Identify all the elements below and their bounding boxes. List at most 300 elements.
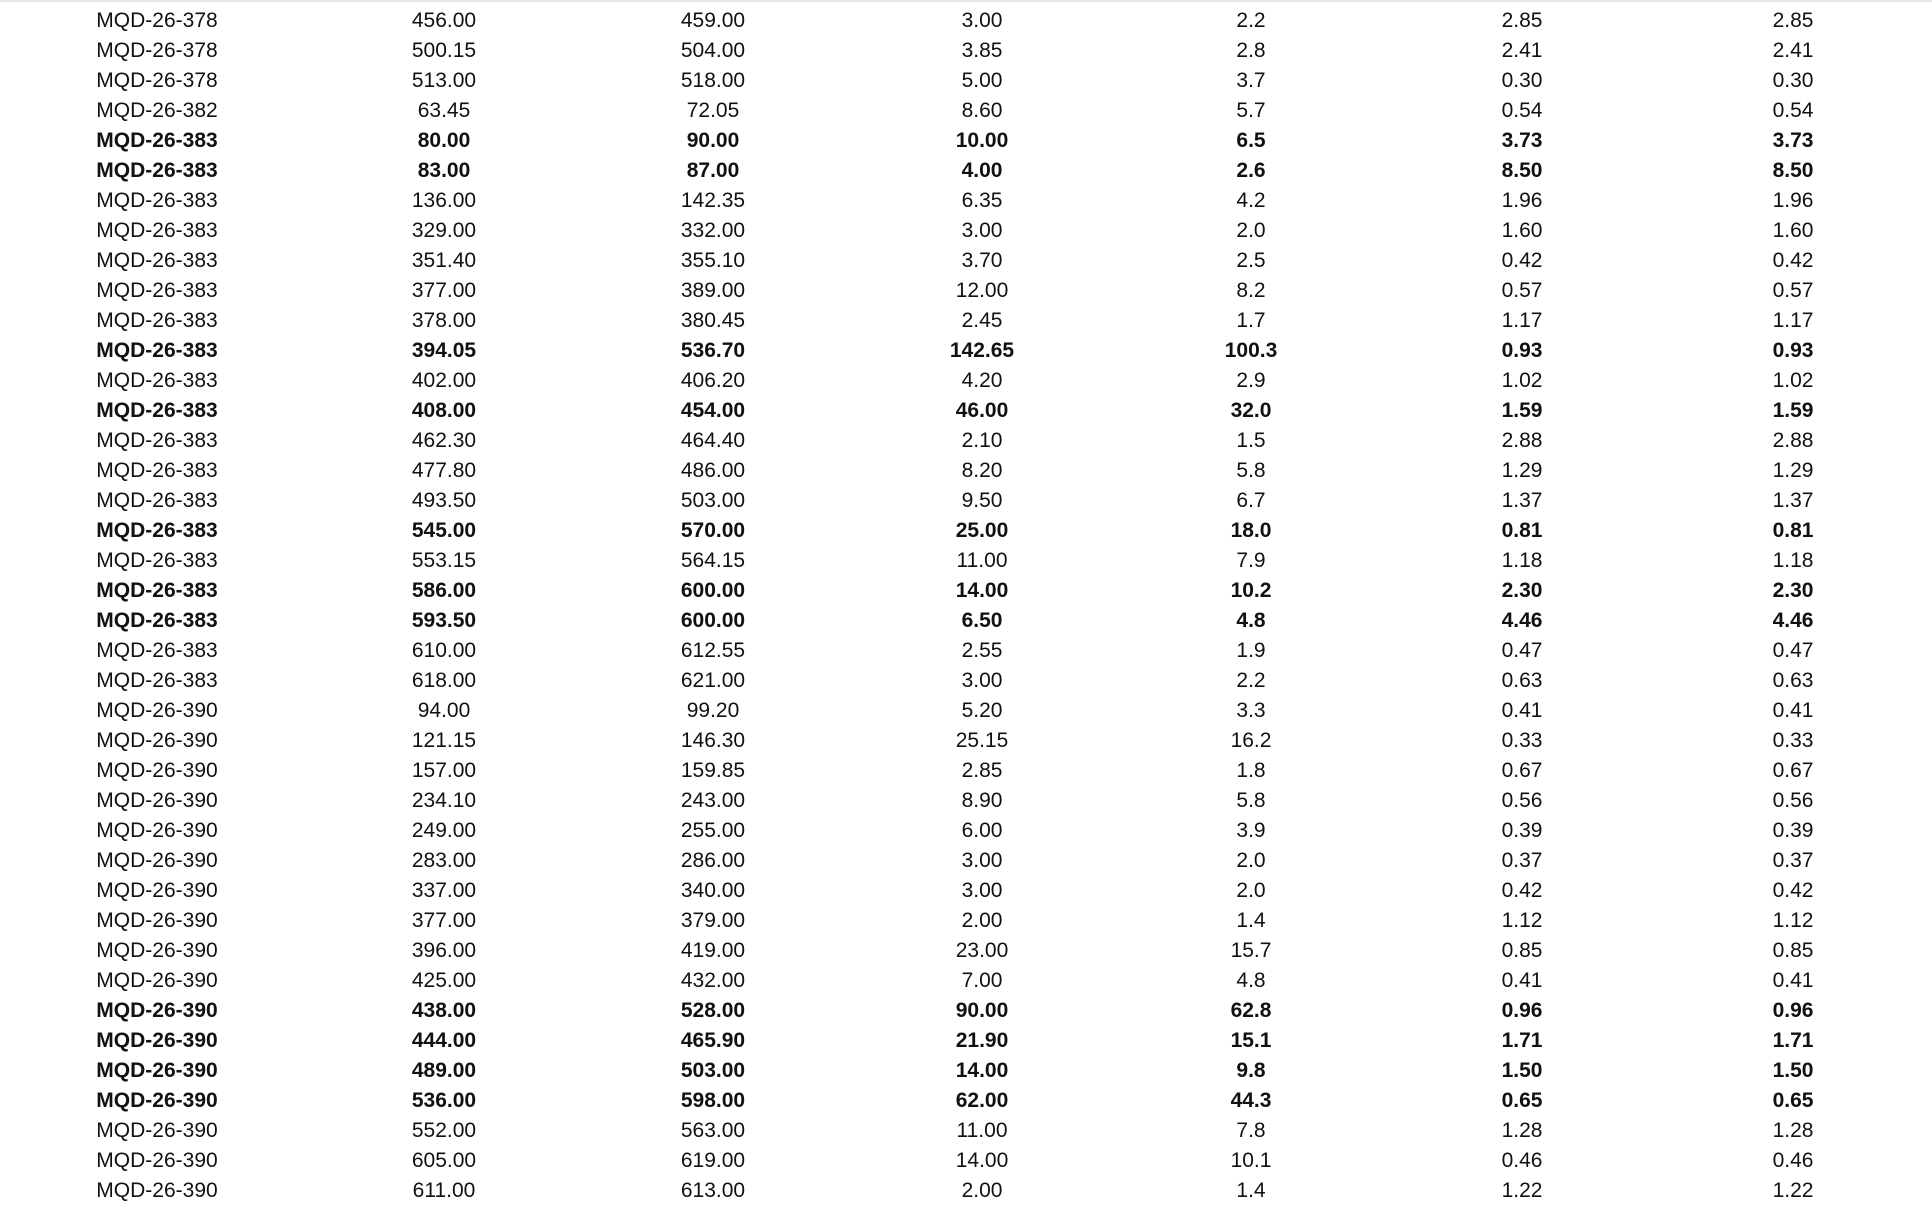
table-row bbox=[0, 366, 1932, 396]
true-width-cell: 4.8 bbox=[1236, 609, 1266, 632]
grade-cell: 0.41 bbox=[1501, 699, 1543, 722]
hole-id-cell: MQD-26-383 bbox=[96, 459, 218, 482]
hole-id-cell: MQD-26-390 bbox=[96, 1179, 218, 1202]
to-depth-cell: 99.20 bbox=[686, 699, 740, 722]
from-depth-cell: 553.15 bbox=[411, 549, 477, 572]
interval-length-cell: 14.00 bbox=[955, 1149, 1009, 1172]
grade-cell: 3.73 bbox=[1501, 129, 1543, 152]
hole-id-cell: MQD-26-390 bbox=[96, 759, 218, 782]
true-width-cell: 1.4 bbox=[1236, 1179, 1266, 1202]
interval-length-cell: 25.00 bbox=[955, 519, 1009, 542]
table-row bbox=[0, 936, 1932, 966]
grade-cell: 2.88 bbox=[1501, 429, 1543, 452]
table-row bbox=[0, 216, 1932, 246]
table-row bbox=[0, 396, 1932, 426]
grade-cut-cell: 0.56 bbox=[1772, 789, 1814, 812]
grade-cell: 1.71 bbox=[1501, 1029, 1543, 1052]
interval-length-cell: 142.65 bbox=[949, 339, 1015, 362]
true-width-cell: 5.8 bbox=[1236, 459, 1266, 482]
table-row bbox=[0, 756, 1932, 786]
grade-cut-cell: 0.37 bbox=[1772, 849, 1814, 872]
from-depth-cell: 396.00 bbox=[411, 939, 477, 962]
from-depth-cell: 462.30 bbox=[411, 429, 477, 452]
from-depth-cell: 552.00 bbox=[411, 1119, 477, 1142]
grade-cell: 0.65 bbox=[1501, 1089, 1543, 1112]
grade-cell: 2.30 bbox=[1501, 579, 1543, 602]
from-depth-cell: 438.00 bbox=[411, 999, 477, 1022]
hole-id-cell: MQD-26-383 bbox=[96, 129, 218, 152]
hole-id-cell: MQD-26-383 bbox=[96, 309, 218, 332]
grade-cell: 1.50 bbox=[1501, 1059, 1543, 1082]
grade-cut-cell: 0.42 bbox=[1772, 249, 1814, 272]
assay-results-table bbox=[0, 6, 1932, 1206]
hole-id-cell: MQD-26-390 bbox=[96, 1059, 218, 1082]
grade-cell: 0.30 bbox=[1501, 69, 1543, 92]
interval-length-cell: 12.00 bbox=[955, 279, 1009, 302]
interval-length-cell: 8.20 bbox=[961, 459, 1003, 482]
grade-cut-cell: 2.30 bbox=[1772, 579, 1814, 602]
true-width-cell: 44.3 bbox=[1230, 1089, 1272, 1112]
true-width-cell: 62.8 bbox=[1230, 999, 1272, 1022]
grade-cut-cell: 2.41 bbox=[1772, 39, 1814, 62]
grade-cut-cell: 4.46 bbox=[1772, 609, 1814, 632]
to-depth-cell: 621.00 bbox=[680, 669, 746, 692]
to-depth-cell: 600.00 bbox=[680, 579, 746, 602]
table-row bbox=[0, 156, 1932, 186]
grade-cell: 1.29 bbox=[1501, 459, 1543, 482]
to-depth-cell: 536.70 bbox=[680, 339, 746, 362]
interval-length-cell: 10.00 bbox=[955, 129, 1009, 152]
hole-id-cell: MQD-26-383 bbox=[96, 669, 218, 692]
interval-length-cell: 46.00 bbox=[955, 399, 1009, 422]
grade-cut-cell: 0.46 bbox=[1772, 1149, 1814, 1172]
grade-cell: 0.42 bbox=[1501, 879, 1543, 902]
hole-id-cell: MQD-26-383 bbox=[96, 159, 218, 182]
from-depth-cell: 477.80 bbox=[411, 459, 477, 482]
grade-cell: 0.85 bbox=[1501, 939, 1543, 962]
grade-cut-cell: 0.47 bbox=[1772, 639, 1814, 662]
interval-length-cell: 14.00 bbox=[955, 579, 1009, 602]
to-depth-cell: 286.00 bbox=[680, 849, 746, 872]
hole-id-cell: MQD-26-390 bbox=[96, 1119, 218, 1142]
true-width-cell: 18.0 bbox=[1230, 519, 1272, 542]
table-row bbox=[0, 1056, 1932, 1086]
grade-cut-cell: 0.63 bbox=[1772, 669, 1814, 692]
from-depth-cell: 586.00 bbox=[411, 579, 477, 602]
from-depth-cell: 618.00 bbox=[411, 669, 477, 692]
true-width-cell: 1.8 bbox=[1236, 759, 1266, 782]
grade-cut-cell: 1.96 bbox=[1772, 189, 1814, 212]
hole-id-cell: MQD-26-383 bbox=[96, 579, 218, 602]
grade-cut-cell: 1.28 bbox=[1772, 1119, 1814, 1142]
grade-cut-cell: 0.33 bbox=[1772, 729, 1814, 752]
from-depth-cell: 394.05 bbox=[411, 339, 477, 362]
to-depth-cell: 146.30 bbox=[680, 729, 746, 752]
from-depth-cell: 121.15 bbox=[411, 729, 477, 752]
interval-length-cell: 6.00 bbox=[961, 819, 1003, 842]
grade-cut-cell: 1.71 bbox=[1772, 1029, 1814, 1052]
table-row bbox=[0, 486, 1932, 516]
hole-id-cell: MQD-26-378 bbox=[96, 69, 218, 92]
interval-length-cell: 3.85 bbox=[961, 39, 1003, 62]
true-width-cell: 1.9 bbox=[1236, 639, 1266, 662]
table-row bbox=[0, 306, 1932, 336]
interval-length-cell: 11.00 bbox=[956, 1119, 1008, 1142]
to-depth-cell: 613.00 bbox=[680, 1179, 746, 1202]
grade-cell: 0.93 bbox=[1501, 339, 1543, 362]
grade-cut-cell: 0.96 bbox=[1772, 999, 1814, 1022]
grade-cut-cell: 8.50 bbox=[1772, 159, 1814, 182]
grade-cell: 0.96 bbox=[1501, 999, 1543, 1022]
table-row bbox=[0, 66, 1932, 96]
table-row bbox=[0, 876, 1932, 906]
from-depth-cell: 283.00 bbox=[411, 849, 477, 872]
from-depth-cell: 377.00 bbox=[411, 909, 477, 932]
interval-length-cell: 3.70 bbox=[961, 249, 1003, 272]
table-row bbox=[0, 1086, 1932, 1116]
true-width-cell: 10.1 bbox=[1230, 1149, 1272, 1172]
hole-id-cell: MQD-26-383 bbox=[96, 249, 218, 272]
from-depth-cell: 329.00 bbox=[411, 219, 477, 242]
true-width-cell: 1.5 bbox=[1236, 429, 1266, 452]
hole-id-cell: MQD-26-383 bbox=[96, 609, 218, 632]
to-depth-cell: 379.00 bbox=[680, 909, 746, 932]
table-row bbox=[0, 906, 1932, 936]
to-depth-cell: 332.00 bbox=[680, 219, 746, 242]
interval-length-cell: 7.00 bbox=[961, 969, 1003, 992]
to-depth-cell: 598.00 bbox=[680, 1089, 746, 1112]
true-width-cell: 7.9 bbox=[1236, 549, 1266, 572]
true-width-cell: 3.3 bbox=[1236, 699, 1266, 722]
to-depth-cell: 459.00 bbox=[680, 9, 746, 32]
from-depth-cell: 351.40 bbox=[411, 249, 477, 272]
interval-length-cell: 5.20 bbox=[961, 699, 1003, 722]
to-depth-cell: 486.00 bbox=[680, 459, 746, 482]
grade-cut-cell: 0.85 bbox=[1772, 939, 1814, 962]
table-row bbox=[0, 1176, 1932, 1206]
interval-length-cell: 3.00 bbox=[961, 9, 1003, 32]
table-row bbox=[0, 1146, 1932, 1176]
to-depth-cell: 90.00 bbox=[686, 129, 740, 152]
interval-length-cell: 3.00 bbox=[961, 669, 1003, 692]
interval-length-cell: 2.10 bbox=[961, 429, 1003, 452]
true-width-cell: 2.0 bbox=[1236, 879, 1266, 902]
grade-cell: 0.54 bbox=[1501, 99, 1543, 122]
to-depth-cell: 564.15 bbox=[680, 549, 746, 572]
from-depth-cell: 605.00 bbox=[411, 1149, 477, 1172]
grade-cut-cell: 0.42 bbox=[1772, 879, 1814, 902]
hole-id-cell: MQD-26-383 bbox=[96, 489, 218, 512]
table-row bbox=[0, 996, 1932, 1026]
from-depth-cell: 456.00 bbox=[411, 9, 477, 32]
table-row bbox=[0, 516, 1932, 546]
grade-cell: 1.18 bbox=[1501, 549, 1543, 572]
from-depth-cell: 157.00 bbox=[411, 759, 477, 782]
table-row bbox=[0, 636, 1932, 666]
interval-length-cell: 4.00 bbox=[961, 159, 1003, 182]
true-width-cell: 2.2 bbox=[1236, 9, 1266, 32]
grade-cell: 0.42 bbox=[1501, 249, 1543, 272]
table-row bbox=[0, 96, 1932, 126]
true-width-cell: 6.7 bbox=[1236, 489, 1266, 512]
grade-cell: 1.17 bbox=[1501, 309, 1543, 332]
interval-length-cell: 62.00 bbox=[955, 1089, 1009, 1112]
hole-id-cell: MQD-26-390 bbox=[96, 1089, 218, 1112]
to-depth-cell: 528.00 bbox=[680, 999, 746, 1022]
to-depth-cell: 243.00 bbox=[680, 789, 746, 812]
grade-cut-cell: 1.12 bbox=[1772, 909, 1814, 932]
to-depth-cell: 503.00 bbox=[680, 1059, 746, 1082]
grade-cell: 0.57 bbox=[1501, 279, 1543, 302]
grade-cut-cell: 0.65 bbox=[1772, 1089, 1814, 1112]
hole-id-cell: MQD-26-390 bbox=[96, 1029, 218, 1052]
grade-cut-cell: 0.41 bbox=[1772, 969, 1814, 992]
interval-length-cell: 11.00 bbox=[956, 549, 1008, 572]
true-width-cell: 4.2 bbox=[1236, 189, 1266, 212]
grade-cell: 1.96 bbox=[1501, 189, 1543, 212]
to-depth-cell: 563.00 bbox=[680, 1119, 746, 1142]
interval-length-cell: 4.20 bbox=[961, 369, 1003, 392]
grade-cut-cell: 1.02 bbox=[1772, 369, 1814, 392]
table-row bbox=[0, 36, 1932, 66]
interval-length-cell: 25.15 bbox=[955, 729, 1009, 752]
true-width-cell: 2.2 bbox=[1236, 669, 1266, 692]
true-width-cell: 1.7 bbox=[1236, 309, 1266, 332]
table-row bbox=[0, 456, 1932, 486]
hole-id-cell: MQD-26-390 bbox=[96, 789, 218, 812]
true-width-cell: 15.1 bbox=[1230, 1029, 1272, 1052]
to-depth-cell: 600.00 bbox=[680, 609, 746, 632]
grade-cut-cell: 1.18 bbox=[1772, 549, 1814, 572]
interval-length-cell: 5.00 bbox=[961, 69, 1003, 92]
hole-id-cell: MQD-26-390 bbox=[96, 819, 218, 842]
interval-length-cell: 2.00 bbox=[961, 909, 1003, 932]
to-depth-cell: 159.85 bbox=[680, 759, 746, 782]
to-depth-cell: 518.00 bbox=[680, 69, 746, 92]
hole-id-cell: MQD-26-383 bbox=[96, 639, 218, 662]
to-depth-cell: 419.00 bbox=[680, 939, 746, 962]
true-width-cell: 10.2 bbox=[1230, 579, 1272, 602]
grade-cell: 0.41 bbox=[1501, 969, 1543, 992]
true-width-cell: 3.9 bbox=[1236, 819, 1266, 842]
hole-id-cell: MQD-26-383 bbox=[96, 339, 218, 362]
interval-length-cell: 3.00 bbox=[961, 849, 1003, 872]
true-width-cell: 4.8 bbox=[1236, 969, 1266, 992]
from-depth-cell: 610.00 bbox=[411, 639, 477, 662]
to-depth-cell: 464.40 bbox=[680, 429, 746, 452]
from-depth-cell: 408.00 bbox=[411, 399, 477, 422]
grade-cell: 0.81 bbox=[1501, 519, 1543, 542]
interval-length-cell: 2.55 bbox=[961, 639, 1003, 662]
table-row bbox=[0, 576, 1932, 606]
true-width-cell: 8.2 bbox=[1236, 279, 1266, 302]
grade-cell: 0.67 bbox=[1501, 759, 1543, 782]
to-depth-cell: 355.10 bbox=[680, 249, 746, 272]
grade-cut-cell: 1.22 bbox=[1772, 1179, 1814, 1202]
from-depth-cell: 378.00 bbox=[411, 309, 477, 332]
hole-id-cell: MQD-26-383 bbox=[96, 279, 218, 302]
hole-id-cell: MQD-26-390 bbox=[96, 969, 218, 992]
true-width-cell: 100.3 bbox=[1224, 339, 1278, 362]
table-row bbox=[0, 426, 1932, 456]
grade-cut-cell: 0.41 bbox=[1772, 699, 1814, 722]
grade-cut-cell: 0.30 bbox=[1772, 69, 1814, 92]
table-row bbox=[0, 786, 1932, 816]
interval-length-cell: 2.85 bbox=[961, 759, 1003, 782]
to-depth-cell: 570.00 bbox=[680, 519, 746, 542]
to-depth-cell: 504.00 bbox=[680, 39, 746, 62]
from-depth-cell: 536.00 bbox=[411, 1089, 477, 1112]
table-row bbox=[0, 846, 1932, 876]
hole-id-cell: MQD-26-390 bbox=[96, 699, 218, 722]
grade-cut-cell: 1.50 bbox=[1772, 1059, 1814, 1082]
interval-length-cell: 6.50 bbox=[961, 609, 1003, 632]
grade-cut-cell: 1.29 bbox=[1772, 459, 1814, 482]
grade-cut-cell: 3.73 bbox=[1772, 129, 1814, 152]
hole-id-cell: MQD-26-383 bbox=[96, 549, 218, 572]
to-depth-cell: 612.55 bbox=[680, 639, 746, 662]
interval-length-cell: 3.00 bbox=[961, 219, 1003, 242]
hole-id-cell: MQD-26-390 bbox=[96, 1149, 218, 1172]
from-depth-cell: 489.00 bbox=[411, 1059, 477, 1082]
grade-cut-cell: 0.67 bbox=[1772, 759, 1814, 782]
interval-length-cell: 21.90 bbox=[955, 1029, 1009, 1052]
grade-cut-cell: 1.59 bbox=[1772, 399, 1814, 422]
from-depth-cell: 249.00 bbox=[411, 819, 477, 842]
hole-id-cell: MQD-26-390 bbox=[96, 879, 218, 902]
true-width-cell: 6.5 bbox=[1236, 129, 1266, 152]
grade-cell: 2.41 bbox=[1501, 39, 1543, 62]
grade-cut-cell: 0.54 bbox=[1772, 99, 1814, 122]
table-row bbox=[0, 6, 1932, 36]
grade-cut-cell: 0.39 bbox=[1772, 819, 1814, 842]
to-depth-cell: 255.00 bbox=[680, 819, 746, 842]
to-depth-cell: 340.00 bbox=[680, 879, 746, 902]
interval-length-cell: 2.45 bbox=[961, 309, 1003, 332]
interval-length-cell: 14.00 bbox=[955, 1059, 1009, 1082]
from-depth-cell: 593.50 bbox=[411, 609, 477, 632]
grade-cell: 0.56 bbox=[1501, 789, 1543, 812]
hole-id-cell: MQD-26-383 bbox=[96, 369, 218, 392]
grade-cut-cell: 0.57 bbox=[1772, 279, 1814, 302]
table-row bbox=[0, 276, 1932, 306]
table-row bbox=[0, 726, 1932, 756]
table-row bbox=[0, 696, 1932, 726]
table-row bbox=[0, 336, 1932, 366]
grade-cell: 1.37 bbox=[1501, 489, 1543, 512]
from-depth-cell: 444.00 bbox=[411, 1029, 477, 1052]
from-depth-cell: 63.45 bbox=[417, 99, 471, 122]
from-depth-cell: 611.00 bbox=[412, 1179, 476, 1202]
to-depth-cell: 380.45 bbox=[680, 309, 746, 332]
interval-length-cell: 2.00 bbox=[961, 1179, 1003, 1202]
interval-length-cell: 8.60 bbox=[961, 99, 1003, 122]
from-depth-cell: 136.00 bbox=[411, 189, 477, 212]
from-depth-cell: 83.00 bbox=[417, 159, 471, 182]
grade-cell: 0.37 bbox=[1501, 849, 1543, 872]
grade-cell: 1.12 bbox=[1501, 909, 1543, 932]
grade-cut-cell: 2.88 bbox=[1772, 429, 1814, 452]
assay-results-body bbox=[0, 6, 1932, 1206]
table-row bbox=[0, 126, 1932, 156]
hole-id-cell: MQD-26-383 bbox=[96, 189, 218, 212]
grade-cell: 1.60 bbox=[1501, 219, 1543, 242]
grade-cut-cell: 1.60 bbox=[1772, 219, 1814, 242]
grade-cell: 8.50 bbox=[1501, 159, 1543, 182]
grade-cut-cell: 1.17 bbox=[1772, 309, 1814, 332]
hole-id-cell: MQD-26-378 bbox=[96, 39, 218, 62]
from-depth-cell: 377.00 bbox=[411, 279, 477, 302]
from-depth-cell: 80.00 bbox=[417, 129, 471, 152]
true-width-cell: 2.0 bbox=[1236, 219, 1266, 242]
hole-id-cell: MQD-26-382 bbox=[96, 99, 218, 122]
grade-cut-cell: 1.37 bbox=[1772, 489, 1814, 512]
hole-id-cell: MQD-26-383 bbox=[96, 399, 218, 422]
table-row bbox=[0, 546, 1932, 576]
grade-cell: 0.33 bbox=[1501, 729, 1543, 752]
grade-cell: 2.85 bbox=[1501, 9, 1543, 32]
to-depth-cell: 87.00 bbox=[686, 159, 740, 182]
top-divider bbox=[0, 0, 1932, 2]
from-depth-cell: 402.00 bbox=[411, 369, 477, 392]
interval-length-cell: 9.50 bbox=[961, 489, 1003, 512]
true-width-cell: 9.8 bbox=[1236, 1059, 1266, 1082]
from-depth-cell: 545.00 bbox=[411, 519, 477, 542]
interval-length-cell: 3.00 bbox=[961, 879, 1003, 902]
true-width-cell: 3.7 bbox=[1236, 69, 1266, 92]
grade-cell: 1.22 bbox=[1501, 1179, 1543, 1202]
from-depth-cell: 234.10 bbox=[411, 789, 477, 812]
hole-id-cell: MQD-26-383 bbox=[96, 519, 218, 542]
hole-id-cell: MQD-26-390 bbox=[96, 729, 218, 752]
to-depth-cell: 465.90 bbox=[680, 1029, 746, 1052]
table-row bbox=[0, 186, 1932, 216]
true-width-cell: 2.5 bbox=[1236, 249, 1266, 272]
to-depth-cell: 406.20 bbox=[680, 369, 746, 392]
true-width-cell: 1.4 bbox=[1236, 909, 1266, 932]
table-row bbox=[0, 1026, 1932, 1056]
grade-cut-cell: 0.93 bbox=[1772, 339, 1814, 362]
from-depth-cell: 500.15 bbox=[411, 39, 477, 62]
to-depth-cell: 503.00 bbox=[680, 489, 746, 512]
true-width-cell: 2.6 bbox=[1236, 159, 1266, 182]
grade-cell: 4.46 bbox=[1501, 609, 1543, 632]
interval-length-cell: 6.35 bbox=[961, 189, 1003, 212]
interval-length-cell: 90.00 bbox=[955, 999, 1009, 1022]
grade-cell: 0.63 bbox=[1501, 669, 1543, 692]
hole-id-cell: MQD-26-383 bbox=[96, 429, 218, 452]
true-width-cell: 2.8 bbox=[1236, 39, 1266, 62]
from-depth-cell: 337.00 bbox=[411, 879, 477, 902]
from-depth-cell: 513.00 bbox=[411, 69, 477, 92]
grade-cell: 0.47 bbox=[1501, 639, 1543, 662]
interval-length-cell: 8.90 bbox=[961, 789, 1003, 812]
grade-cut-cell: 0.81 bbox=[1772, 519, 1814, 542]
table-row bbox=[0, 666, 1932, 696]
hole-id-cell: MQD-26-383 bbox=[96, 219, 218, 242]
grade-cell: 0.39 bbox=[1501, 819, 1543, 842]
to-depth-cell: 389.00 bbox=[680, 279, 746, 302]
table-row bbox=[0, 606, 1932, 636]
interval-length-cell: 23.00 bbox=[955, 939, 1009, 962]
true-width-cell: 5.7 bbox=[1236, 99, 1266, 122]
to-depth-cell: 432.00 bbox=[680, 969, 746, 992]
grade-cell: 1.28 bbox=[1501, 1119, 1543, 1142]
true-width-cell: 2.9 bbox=[1236, 369, 1266, 392]
hole-id-cell: MQD-26-390 bbox=[96, 939, 218, 962]
grade-cell: 1.59 bbox=[1501, 399, 1543, 422]
from-depth-cell: 493.50 bbox=[411, 489, 477, 512]
